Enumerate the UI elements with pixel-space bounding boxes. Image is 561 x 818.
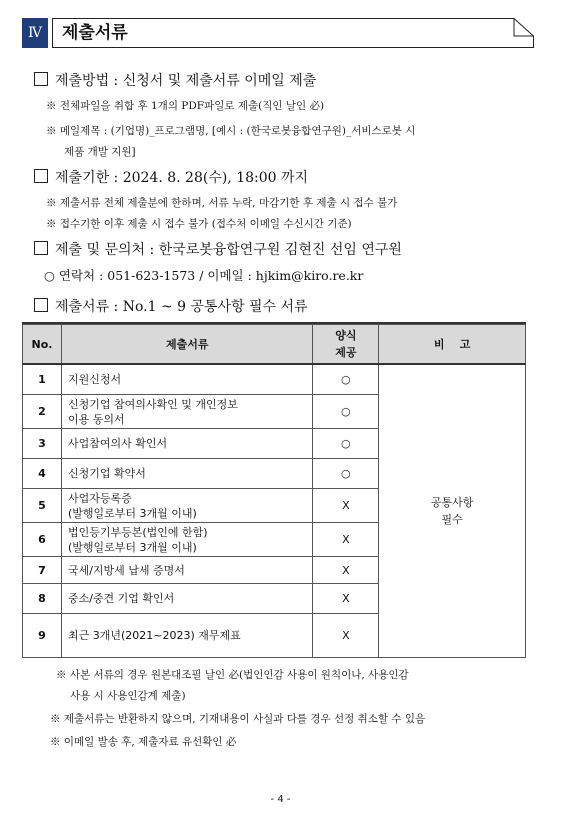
deadline-note-1: ※ 제출서류 전체 제출분에 한하며, 서류 누락, 마감기한 후 제출 시 접수 불가 [46, 197, 398, 209]
row-no: 1 [23, 364, 62, 395]
row-form: X [313, 523, 379, 557]
row-doc [61, 395, 312, 429]
row-doc-line2: 이용 동의서 [67, 412, 125, 426]
row-no: 8 [23, 584, 62, 614]
remarks-line2: 필수 [441, 513, 463, 526]
section-header [22, 18, 534, 48]
deadline-heading-row [34, 167, 308, 187]
row-doc: 국세/지방세 납세 증명서 [61, 557, 312, 584]
row-no: 3 [23, 429, 62, 459]
table-row [23, 364, 526, 395]
deadline-note-2: ※ 접수기한 이후 제출 시 접수 불가 (접수처 이메일 수신시간 기준) [46, 218, 352, 230]
row-doc: 사업참여의사 확인서 [61, 429, 312, 459]
row-form: ○ [313, 395, 379, 429]
docs-heading: 제출서류 : No.1 ~ 9 공통사항 필수 서류 [55, 299, 308, 315]
remarks-cell [379, 364, 526, 658]
checkbox-square-icon [34, 241, 48, 255]
row-doc-line1: 사업자등록증 [67, 491, 132, 505]
row-form: ○ [313, 364, 379, 395]
method-note-1: ※ 전체파일을 취합 후 1개의 PDF파일로 제출(직인 날인 必) [46, 100, 325, 112]
header-form-line1: 양식 [335, 329, 357, 342]
row-no: 6 [23, 523, 62, 557]
row-no: 4 [23, 459, 62, 489]
row-doc-line1: 신청기업 참여의사확인 및 개인정보 [67, 397, 238, 411]
contact-detail: ○ 연락처 : 051-623-1573 / 이메일 : hjkim@kiro.re.kr [44, 268, 364, 283]
row-doc-line2: (발행일로부터 3개월 이내) [67, 540, 197, 554]
row-form: X [313, 489, 379, 523]
header-remarks: 비 고 [379, 325, 526, 365]
header-no: No. [23, 325, 62, 365]
docs-heading-row [34, 296, 308, 316]
row-doc-line1: 법인등기부등본(법인에 한함) [67, 525, 208, 539]
row-doc: 지원신청서 [61, 364, 312, 395]
row-no: 2 [23, 395, 62, 429]
checkbox-square-icon [34, 169, 48, 183]
row-doc [61, 523, 312, 557]
section-title-box [52, 18, 534, 48]
method-note-2: ※ 메일제목 : (기업명)_프로그램명, [예시 : (한국로봇융합연구원)_서비스로봇 시 [46, 125, 416, 137]
checkbox-square-icon [34, 298, 48, 312]
contact-heading-row [34, 239, 402, 259]
row-doc: 최근 3개년(2021~2023) 재무제표 [61, 614, 312, 658]
row-form: ○ [313, 459, 379, 489]
deadline-heading: 제출기한 : 2024. 8. 28(수), 18:00 까지 [55, 170, 309, 186]
method-note-3: 제품 개발 지원] [64, 146, 136, 158]
row-form: X [313, 614, 379, 658]
remarks-line1: 공통사항 [430, 496, 474, 509]
footnote-1-cont: 사용 시 사용인감계 제출) [70, 690, 186, 702]
footnote-2: ※ 제출서류는 반환하지 않으며, 기재내용이 사실과 다를 경우 선정 취소할 수 있음 [50, 713, 426, 725]
footnote-1: ※ 사본 서류의 경우 원본대조필 날인 必(법인인감 사용이 원칙이나, 사용인감 [56, 669, 409, 681]
row-doc [61, 489, 312, 523]
header-form-line2: 제공 [335, 346, 357, 359]
row-doc: 신청기업 확약서 [61, 459, 312, 489]
contact-heading: 제출 및 문의처 : 한국로봇융합연구원 김현진 선임 연구원 [55, 242, 402, 258]
method-heading: 제출방법 : 신청서 및 제출서류 이메일 제출 [55, 73, 317, 89]
page-number: - 4 - [270, 794, 291, 805]
row-no: 5 [23, 489, 62, 523]
checkbox-square-icon [34, 72, 48, 86]
row-form: ○ [313, 429, 379, 459]
row-no: 9 [23, 614, 62, 658]
documents-table [22, 324, 526, 658]
header-form [313, 325, 379, 365]
footnote-3: ※ 이메일 발송 후, 제출자료 유선확인 必 [50, 736, 237, 748]
row-doc: 중소/중견 기업 확인서 [61, 584, 312, 614]
row-doc-line2: (발행일로부터 3개월 이내) [67, 506, 197, 520]
table-header-row [23, 325, 526, 365]
row-form: X [313, 557, 379, 584]
row-form: X [313, 584, 379, 614]
method-heading-row [34, 70, 316, 90]
section-number: Ⅳ [22, 18, 48, 48]
header-doc: 제출서류 [61, 325, 312, 365]
section-title: 제출서류 [62, 23, 128, 43]
row-no: 7 [23, 557, 62, 584]
